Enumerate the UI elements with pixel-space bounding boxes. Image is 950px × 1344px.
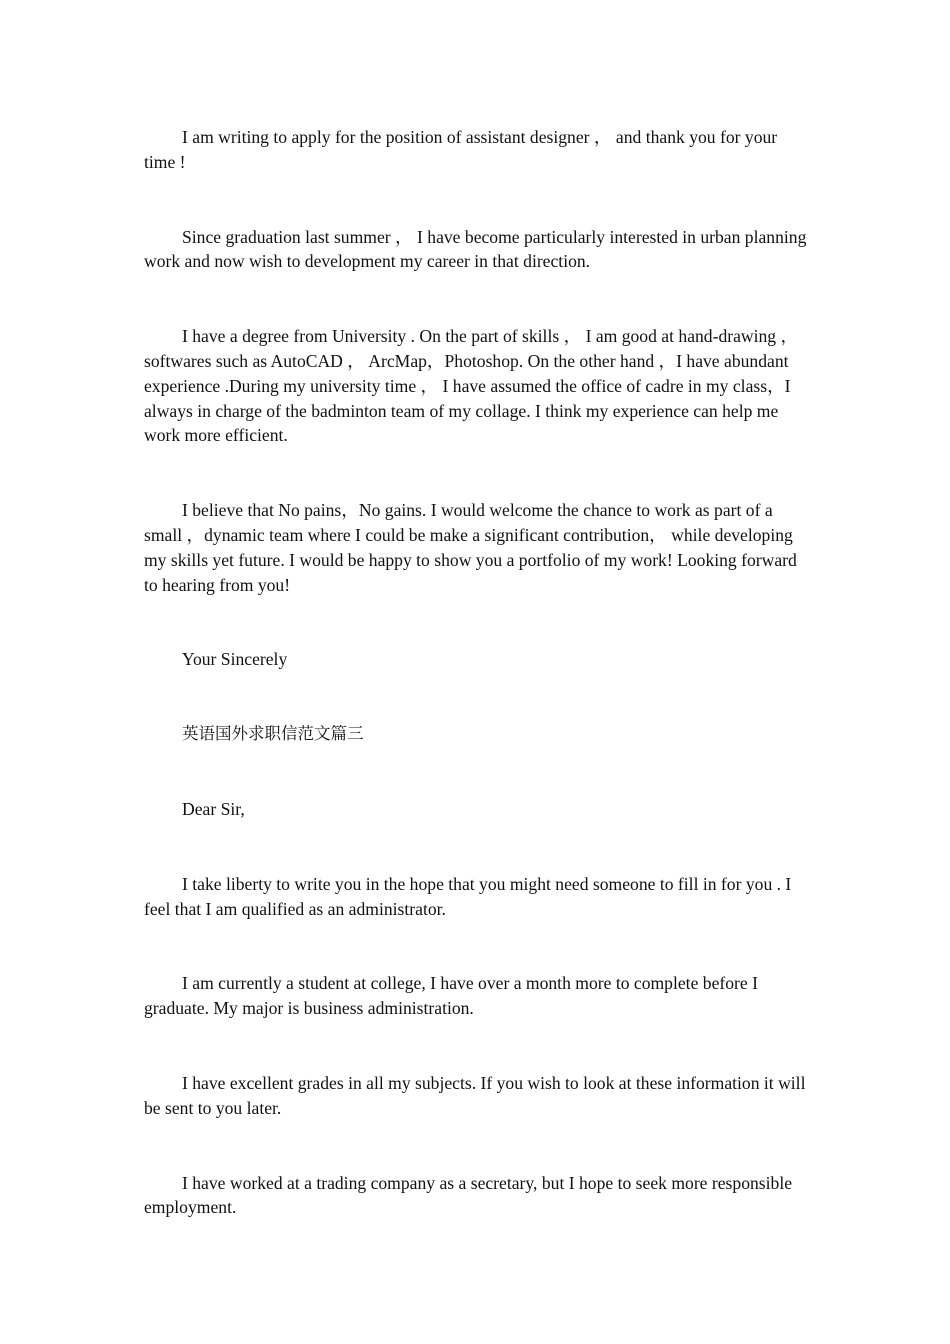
paragraph-closing-request: I believe that No pains，No gains. I would welcome the chance to work as part of a small ，dynamic team where I could be make a significant contribution， while developing my skills yet future. I would be happy to show you a portfolio of my work! Looking forward to hearing from you!	[144, 500, 797, 595]
paragraph-current-student: I am currently a student at college, I have over a month more to complete before I graduate. My major is business administration.	[144, 973, 758, 1019]
paragraph-liberty-intro: I take liberty to write you in the hope that you might need someone to fill in for you . I feel that I am qualified as an administrator.	[144, 873, 792, 919]
paragraph-signoff: Your Sincerely	[182, 649, 288, 670]
paragraph-skills-experience: I have a degree from University . On the part of skills ， I am good at hand-drawing ， softwares such as AutoCAD ， ArcMap，Photoshop. On the other hand ，I have abundant experience .During my university time ， I have assumed the office of cadre in my class，I always in charge of the badminton team of my collage. I think my experience can help me work more efficient.	[144, 326, 799, 446]
paragraph-salutation: Dear Sir,	[182, 798, 245, 819]
paragraph-grades: I have excellent grades in all my subjects. If you wish to look at these information it will be sent to you later.	[144, 1072, 806, 1118]
paragraph-career-direction: Since graduation last summer ， I have become particularly interested in urban planning work and now wish to development my career in that direction.	[144, 226, 807, 272]
section-heading: 英语国外求职信范文篇三	[182, 724, 364, 744]
paragraph-work-history: I have worked at a trading company as a secretary, but I hope to seek more responsible employment.	[144, 1172, 793, 1218]
paragraph-application-intro: I am writing to apply for the position of assistant designer ， and thank you for your time !	[144, 127, 778, 172]
document-page	[144, 125, 810, 1270]
